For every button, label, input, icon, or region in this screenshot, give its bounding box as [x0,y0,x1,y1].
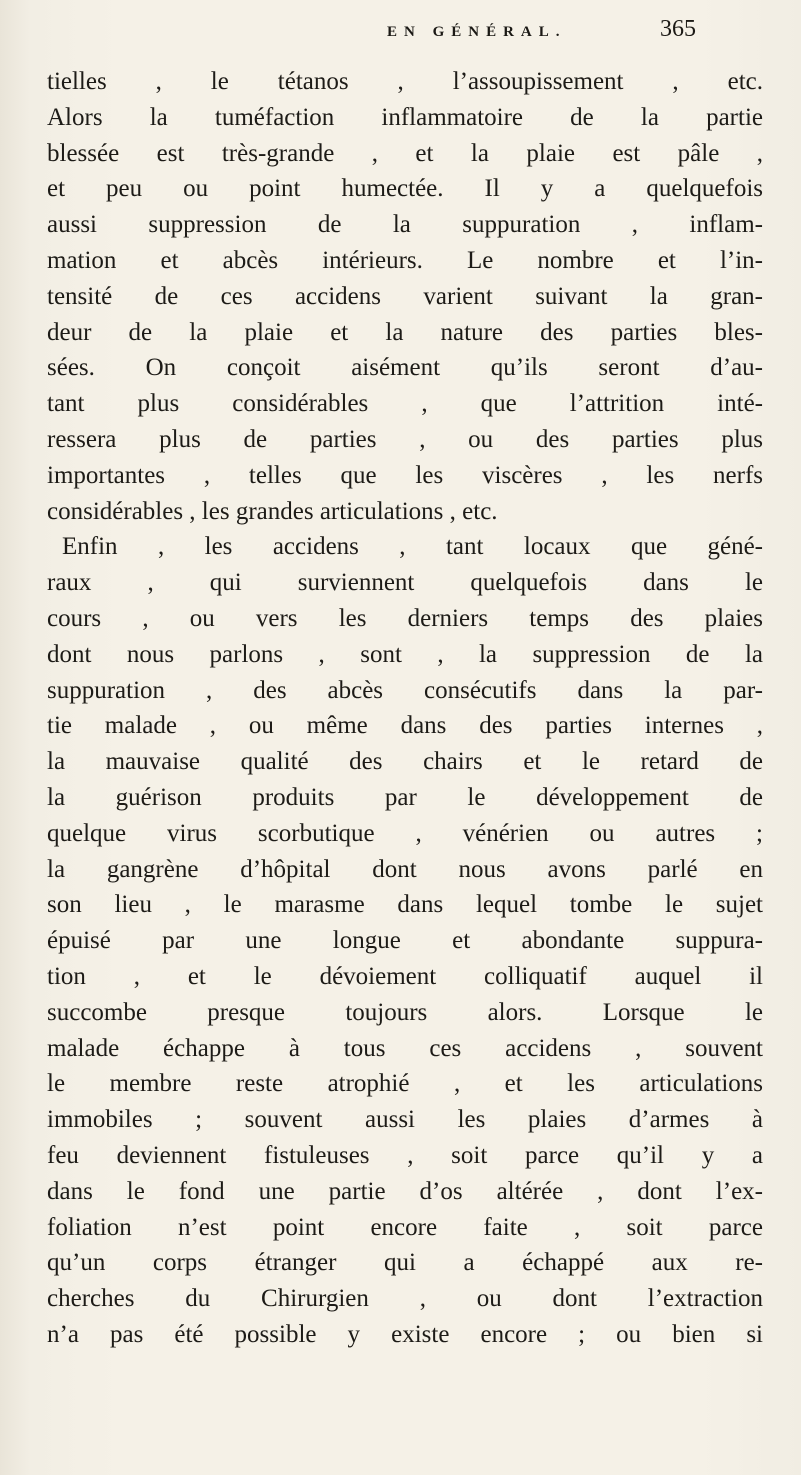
text-line: tion , et le dévoiement colliquatif auquel il [47,962,763,990]
text-line: le membre reste atrophié , et les articulations [47,1070,763,1098]
text-line: importantes , telles que les viscères , les nerfs [47,461,763,489]
text-line: cours , ou vers les derniers temps des plaies [47,604,763,632]
text-line: aussi suppression de la suppuration , inflam- [47,211,763,239]
text-line: n’a pas été possible y existe encore ; ou bien si [47,1320,763,1348]
text-line: cherches du Chirurgien , ou dont l’extraction [47,1285,763,1313]
text-line: Alors la tuméfaction inflammatoire de la partie [47,103,763,131]
text-line: tielles , le tétanos , l’assoupissement , etc. [47,68,763,95]
text-line: qu’un corps étranger qui a échappé aux re- [47,1249,763,1277]
text-line: malade échappe à tous ces accidens , souvent [47,1034,763,1062]
text-line: Enfin , les accidens , tant locaux que géné- [62,533,763,561]
text-line: feu deviennent fistuleuses , soit parce qu’il y a [47,1141,763,1169]
text-line: deur de la plaie et la nature des parties bles- [47,318,763,346]
text-line: son lieu , le marasme dans lequel tombe le sujet [47,891,763,919]
text-line: quelque virus scorbutique , vénérien ou autres ; [47,819,763,847]
text-line: dans le fond une partie d’os altérée , dont l’ex- [47,1177,763,1205]
page-header [0,16,801,56]
page-number: 365 [660,16,696,42]
text-line: mation et abcès intérieurs. Le nombre et l’in- [47,246,763,274]
text-line: suppuration , des abcès consécutifs dans la par- [47,676,763,704]
text-line: dont nous parlons , sont , la suppression de la [47,640,763,668]
text-line: ressera plus de parties , ou des parties plus [47,425,763,453]
text-line: tensité de ces accidens varient suivant la gran- [47,282,763,310]
text-line: et peu ou point humectée. Il y a quelquefois [47,175,763,203]
text-line: sées. On conçoit aisément qu’ils seront d’au- [47,354,763,382]
text-line: la gangrène d’hôpital dont nous avons parlé en [47,855,763,883]
text-line: épuisé par une longue et abondante suppura- [47,927,763,955]
text-line: blessée est très-grande , et la plaie est pâle , [47,139,763,167]
text-line: immobiles ; souvent aussi les plaies d’armes à [47,1106,763,1134]
text-line: la guérison produits par le développement de [47,783,763,811]
text-line: foliation n’est point encore faite , soit parce [47,1213,763,1241]
text-line: tie malade , ou même dans des parties internes , [47,712,763,740]
text-line: la mauvaise qualité des chairs et le retard de [47,748,763,776]
text-line: succombe presque toujours alors. Lorsque le [47,998,763,1026]
body-text [47,64,763,1353]
text-line: raux , qui surviennent quelquefois dans le [47,569,763,597]
text-line: tant plus considérables , que l’attrition inté- [47,390,763,418]
running-title: EN GÉNÉRAL. [387,24,567,40]
text-line: considérables , les grandes articulations , etc. [47,497,498,525]
